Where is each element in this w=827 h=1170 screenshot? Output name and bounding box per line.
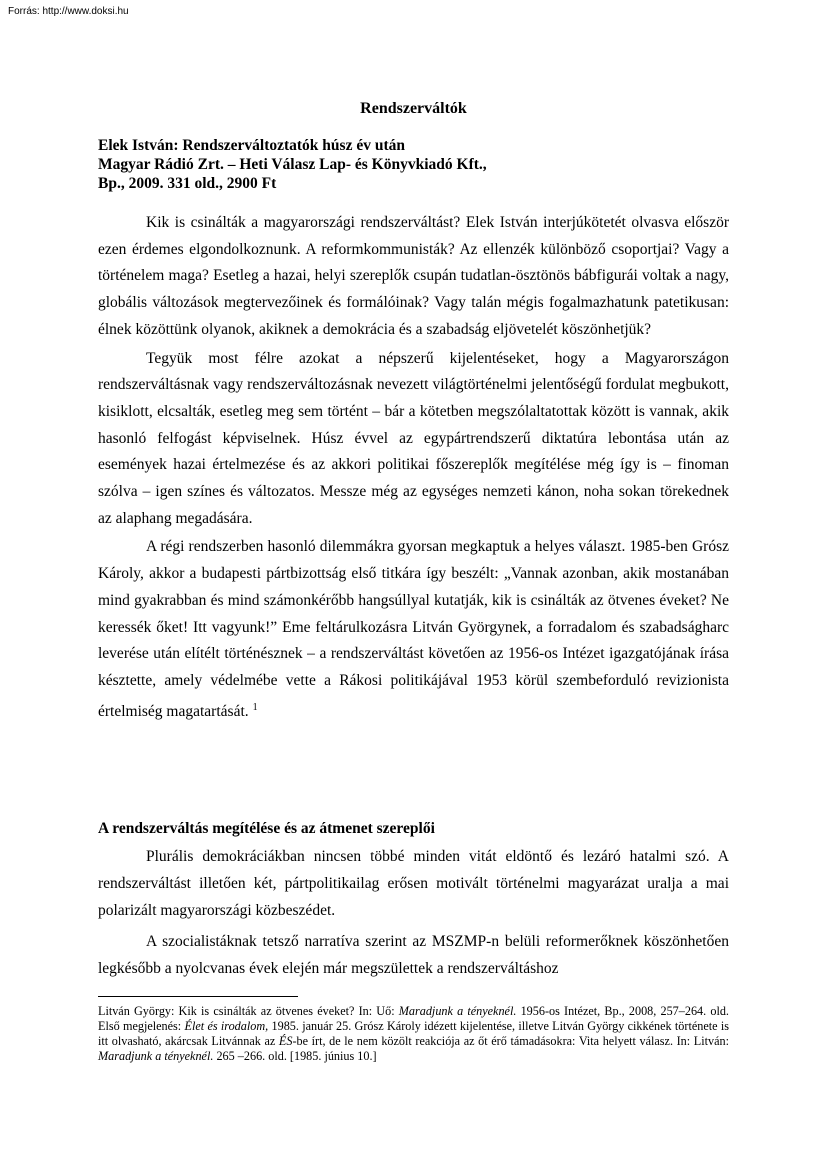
reference-line-author: Elek István: Rendszerváltoztatók húsz év után: [98, 137, 405, 154]
section-heading: A rendszerváltás megítélése és az átmenet szereplői: [98, 820, 435, 837]
footnote-title: Maradjunk a tényeknél.: [398, 1004, 517, 1018]
footnote-text: -be írt, de le nem közölt reakciója az őt érő támadásokra: Vita helyett válasz. In: Litván:: [292, 1034, 729, 1048]
paragraph: Tegyük most félre azokat a népszerű kijelentéseket, hogy a Magyarországon rendszerváltásnak vagy rendszerváltozásnak nevezett világtörténelmi jelentőségű fordulat megbukott, kisiklott, elcsalták, esetleg meg sem történt – bár a kötetben megszólaltatottak között is vannak, akik hasonló felfogást képviselnek. Húsz évvel az egypártrendszerű diktatúra lebontása után az események hazai értelmezése és az akkori politikai főszereplők megítélése még így is – finoman szólva – igen színes és változatos. Messze még az egységes nemzeti kánon, noha sokan törekednek az alaphang megadására.: [98, 349, 729, 527]
footnote-text: Litván György: Kik is csinálták az ötvenes éveket? In: Uő:: [98, 1004, 399, 1018]
section-text: [98, 843, 729, 982]
paragraph: Plurális demokráciákban nincsen többé minden vitát eldöntő és lezáró hatalmi szó. A rendszerváltást illetően két, pártpolitikailag erősen motivált történelmi magyarázat uralja a mai polarizált magyarországi közbeszédet.: [98, 848, 729, 919]
intro-text: [98, 210, 729, 725]
book-reference: [98, 136, 487, 193]
footnote-reference[interactable]: 1: [252, 701, 258, 713]
reference-line-publisher: Magyar Rádió Zrt. – Heti Válasz Lap- és Könyvkiadó Kft.,: [98, 156, 487, 173]
footnote-title: Élet és irodalom,: [184, 1019, 269, 1033]
footnote-title: ÉS: [278, 1034, 293, 1048]
source-url: Forrás: http://www.doksi.hu: [8, 6, 129, 17]
paragraph: [98, 534, 729, 725]
footnote-text: 1956-os Intézet, Bp., 2008, 257–264. old. Első megjelenés:: [98, 1004, 729, 1033]
page-title: Rendszerváltók: [360, 100, 467, 117]
paragraph: Kik is csinálták a magyarországi rendszerváltást? Elek István interjúkötetét olvasva először ezen érdemes elgondolkoznunk. A reformkommunisták? Az ellenzék különböző csoportjai? Vagy a történelem maga? Esetleg a hazai, helyi szereplők csupán tudatlan-ösztönös bábfigurái voltak a nagy, globális változások megtervezőinek és formálóinak? Vagy talán mégis fogalmazhatunk patetikusan: élnek közöttünk olyanok, akiknek a demokrácia és a szabadság eljövetelét köszönhetjük?: [98, 214, 729, 338]
paragraph-text: A régi rendszerben hasonló dilemmákra gyorsan megkaptuk a helyes választ. 1985-ben Grósz Károly, akkor a budapesti pártbizottság első titkára így beszélt: „Vannak azonban, akik mostanában mind gyakrabban és mind számonkérőbb hangsúllyal kutatják, kik is csinálták az ötvenes éveket? Ne keressék őket! Itt vagyunk!” Eme feltárulkozásra Litván Györgynek, a forradalom és szabadságharc leverése után elítélt történésznek – a rendszerváltást követően az 1956-os Intézet igazgatójának írása késztette, amely védelmébe vette a Rákosi politikájával 1953 körül szembeforduló revizionista értelmiség magatartását.: [98, 538, 729, 720]
footnote-divider: [98, 996, 298, 997]
footnote-text: 265 –266. old. [1985. június 10.]: [213, 1049, 377, 1063]
reference-line-details: Bp., 2009. 331 old., 2900 Ft: [98, 175, 277, 192]
footnote-text: 1985. január 25. Grósz Károly idézett kijelentése, illetve Litván György cikkének története is itt olvasható, akárcsak Litvánnak az: [98, 1019, 729, 1048]
footnote: [98, 1004, 729, 1064]
paragraph: A szocialistáknak tetsző narratíva szerint az MSZMP-n belüli reformerőknek köszönhetően legkésőbb a nyolcvanas évek elején már megszülettek a rendszerváltáshoz: [98, 933, 729, 977]
footnote-title: Maradjunk a tényeknél.: [98, 1049, 214, 1063]
